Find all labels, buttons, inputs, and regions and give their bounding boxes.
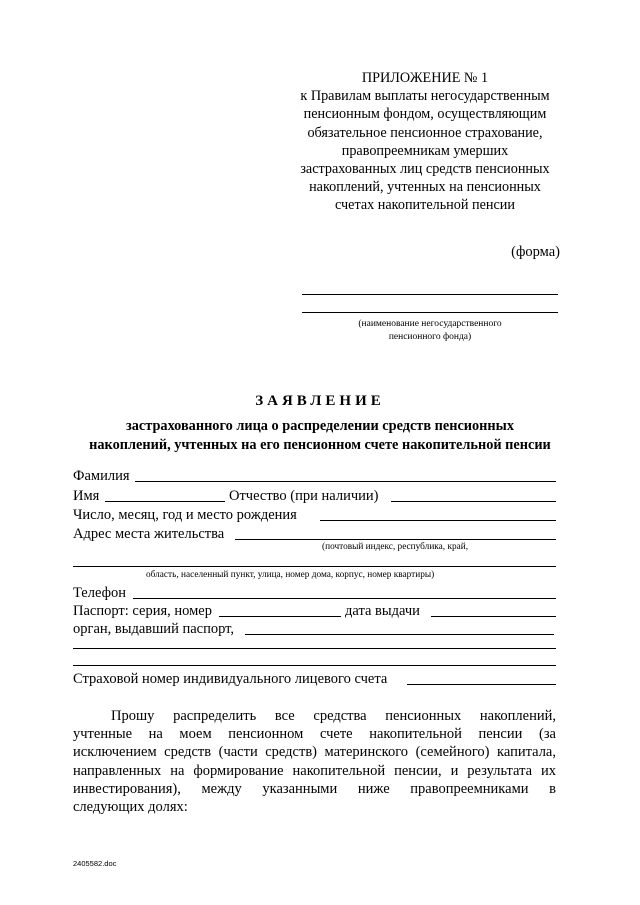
request-paragraph [73,707,556,816]
appendix-line: правопреемникам умерших [341,142,509,159]
patronymic-label: Отчество (при наличии) [229,488,379,504]
phone-row [73,584,556,602]
fund-name-caption [302,318,558,343]
passport-number-field[interactable] [219,602,341,617]
request-line: следующих долях: [73,798,188,815]
fund-caption-line: пенсионного фонда) [388,331,472,342]
request-line: учтенные на моем пенсионном счете накопительной пенсии (за [73,726,556,743]
address-label: Адрес места жительства [73,526,225,542]
issue-date-field[interactable] [431,602,556,617]
request-line: исключением средств (части средств) материнского (семейного) капитала, [73,744,556,761]
address-field[interactable] [235,525,556,540]
name-field[interactable] [105,487,225,502]
issuer-field-line-2[interactable] [73,648,556,649]
appendix-line: счетах накопительной пенсии [335,197,515,214]
appendix-block [270,69,580,215]
snils-label: Страховой номер индивидуального лицевого счета [73,671,388,687]
fund-name-line-2[interactable] [302,312,558,313]
name-row [73,487,556,505]
birth-field[interactable] [320,506,556,521]
footer-filename: 2405582.doc [73,859,117,868]
surname-row [73,467,556,485]
request-line: инвестирования), между указанными ниже правопреемниками в [73,780,556,797]
document-title: ЗАЯВЛЕНИЕ [255,393,385,409]
request-line: направленных на формирование накопительной пенсии, и результата их [73,762,556,779]
birth-label: Число, месяц, год и место рождения [73,507,297,523]
document-subtitle [60,417,580,454]
address-hint-2: область, населенный пункт, улица, номер дома, корпус, номер квартиры) [146,570,435,580]
issuer-field[interactable] [245,620,554,635]
address-hint-1: (почтовый индекс, республика, край, [322,542,469,552]
patronymic-field[interactable] [391,487,556,502]
issuer-field-line-3[interactable] [73,665,556,666]
passport-label: Паспорт: серия, номер [73,603,212,619]
surname-field[interactable] [135,467,556,482]
appendix-line: обязательное пенсионное страхование, [307,124,543,141]
issuer-label: орган, выдавший паспорт, [73,621,235,637]
appendix-line: пенсионным фондом, осуществляющим [303,106,547,123]
appendix-line: застрахованных лиц средств пенсионных [300,161,550,178]
birth-row [73,506,556,524]
subtitle-line: накоплений, учтенных на его пенсионном счете накопительной пенсии [89,436,551,453]
name-label: Имя [73,488,100,504]
address-row [73,525,556,543]
form-label: (форма) [511,244,560,260]
appendix-line: накоплений, учтенных на пенсионных [309,179,541,196]
appendix-line: к Правилам выплаты негосударственным [300,88,550,105]
surname-label: Фамилия [73,468,130,484]
phone-label: Телефон [73,585,126,601]
subtitle-line: застрахованного лица о распределении средств пенсионных [126,418,514,434]
snils-row [73,670,556,688]
appendix-title: ПРИЛОЖЕНИЕ № 1 [361,70,489,86]
snils-field[interactable] [407,670,556,685]
address-field-line-2[interactable] [73,566,556,567]
passport-row [73,602,556,620]
phone-field[interactable] [133,584,556,599]
issue-date-label: дата выдачи [345,603,420,619]
request-line: Прошу распределить все средства пенсионных накоплений, [111,708,556,724]
fund-name-line-1[interactable] [302,294,558,295]
fund-caption-line: (наименование негосударственного [358,319,502,329]
issuer-row [73,620,556,638]
